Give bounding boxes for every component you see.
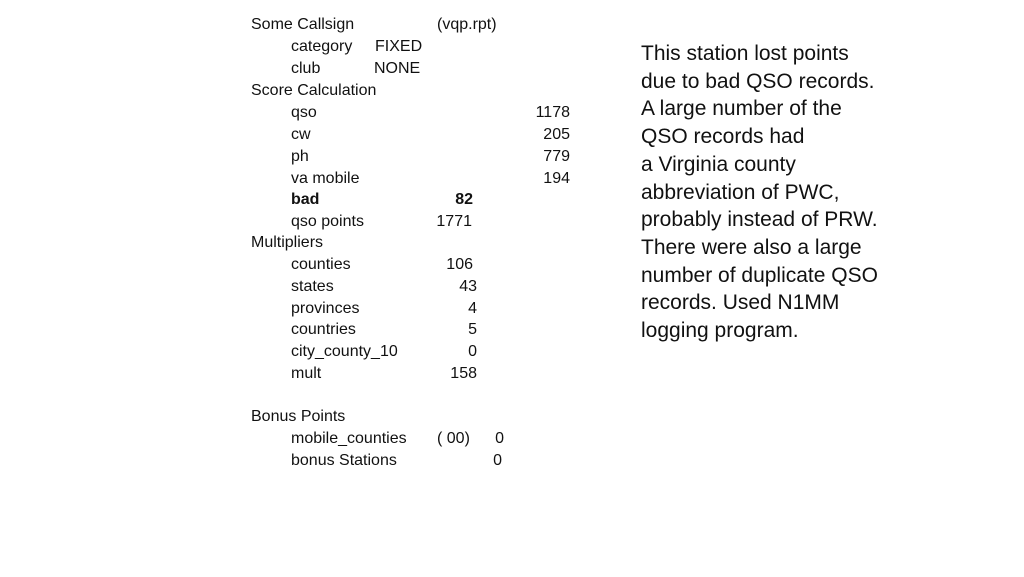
bonus-points-heading: Bonus Points — [251, 408, 346, 425]
cw-value: 205 — [543, 126, 570, 143]
qso-value: 1178 — [535, 104, 570, 121]
provinces-value: 4 — [468, 300, 477, 317]
multipliers-heading: Multipliers — [251, 234, 324, 251]
note-line: abbreviation of PWC, — [641, 180, 840, 204]
city-county-value: 0 — [468, 343, 477, 360]
mobile-counties-value: 0 — [495, 430, 504, 447]
callsign: Some Callsign — [251, 16, 355, 33]
mobile-counties-paren: ( 00) — [437, 430, 470, 447]
note-line: QSO records had — [641, 125, 805, 149]
club-label: club — [291, 60, 321, 77]
countries-label: countries — [291, 321, 356, 338]
va-mobile-label: va mobile — [291, 170, 360, 187]
countries-value: 5 — [468, 321, 477, 338]
states-value: 43 — [459, 278, 477, 295]
score-calculation-heading: Score Calculation — [251, 82, 377, 99]
provinces-label: provinces — [291, 300, 360, 317]
counties-value: 106 — [446, 256, 473, 273]
explanation-note — [641, 40, 931, 345]
note-line: This station lost points — [641, 42, 849, 65]
mult-value: 158 — [450, 365, 477, 382]
cw-label: cw — [291, 126, 311, 143]
note-line: probably instead of PRW. — [641, 208, 878, 232]
bad-value: 82 — [455, 191, 473, 208]
note-line: number of duplicate QSO — [641, 263, 878, 287]
report-filename: (vqp.rpt) — [437, 16, 497, 33]
qso-points-label: qso points — [291, 213, 364, 230]
qso-label: qso — [291, 104, 317, 121]
bad-label: bad — [291, 191, 320, 208]
note-line: There were also a large — [641, 235, 862, 259]
club-value: NONE — [374, 60, 421, 77]
note-line: due to bad QSO records. — [641, 69, 875, 93]
qso-points-value: 1771 — [436, 213, 472, 230]
note-line: logging program. — [641, 319, 799, 343]
mult-label: mult — [291, 365, 322, 382]
bonus-stations-label: bonus Stations — [291, 452, 397, 469]
counties-label: counties — [291, 256, 351, 273]
states-label: states — [291, 278, 334, 295]
city-county-label: city_county_10 — [291, 343, 398, 360]
note-line: a Virginia county — [641, 152, 796, 176]
ph-label: ph — [291, 148, 309, 165]
ph-value: 779 — [543, 148, 570, 165]
note-line: A large number of the — [641, 97, 842, 121]
category-value: FIXED — [375, 38, 423, 55]
va-mobile-value: 194 — [543, 170, 570, 187]
note-line: records. Used N1MM — [641, 291, 840, 315]
category-label: category — [291, 38, 353, 55]
bonus-stations-value: 0 — [493, 452, 502, 469]
mobile-counties-label: mobile_counties — [291, 430, 407, 447]
